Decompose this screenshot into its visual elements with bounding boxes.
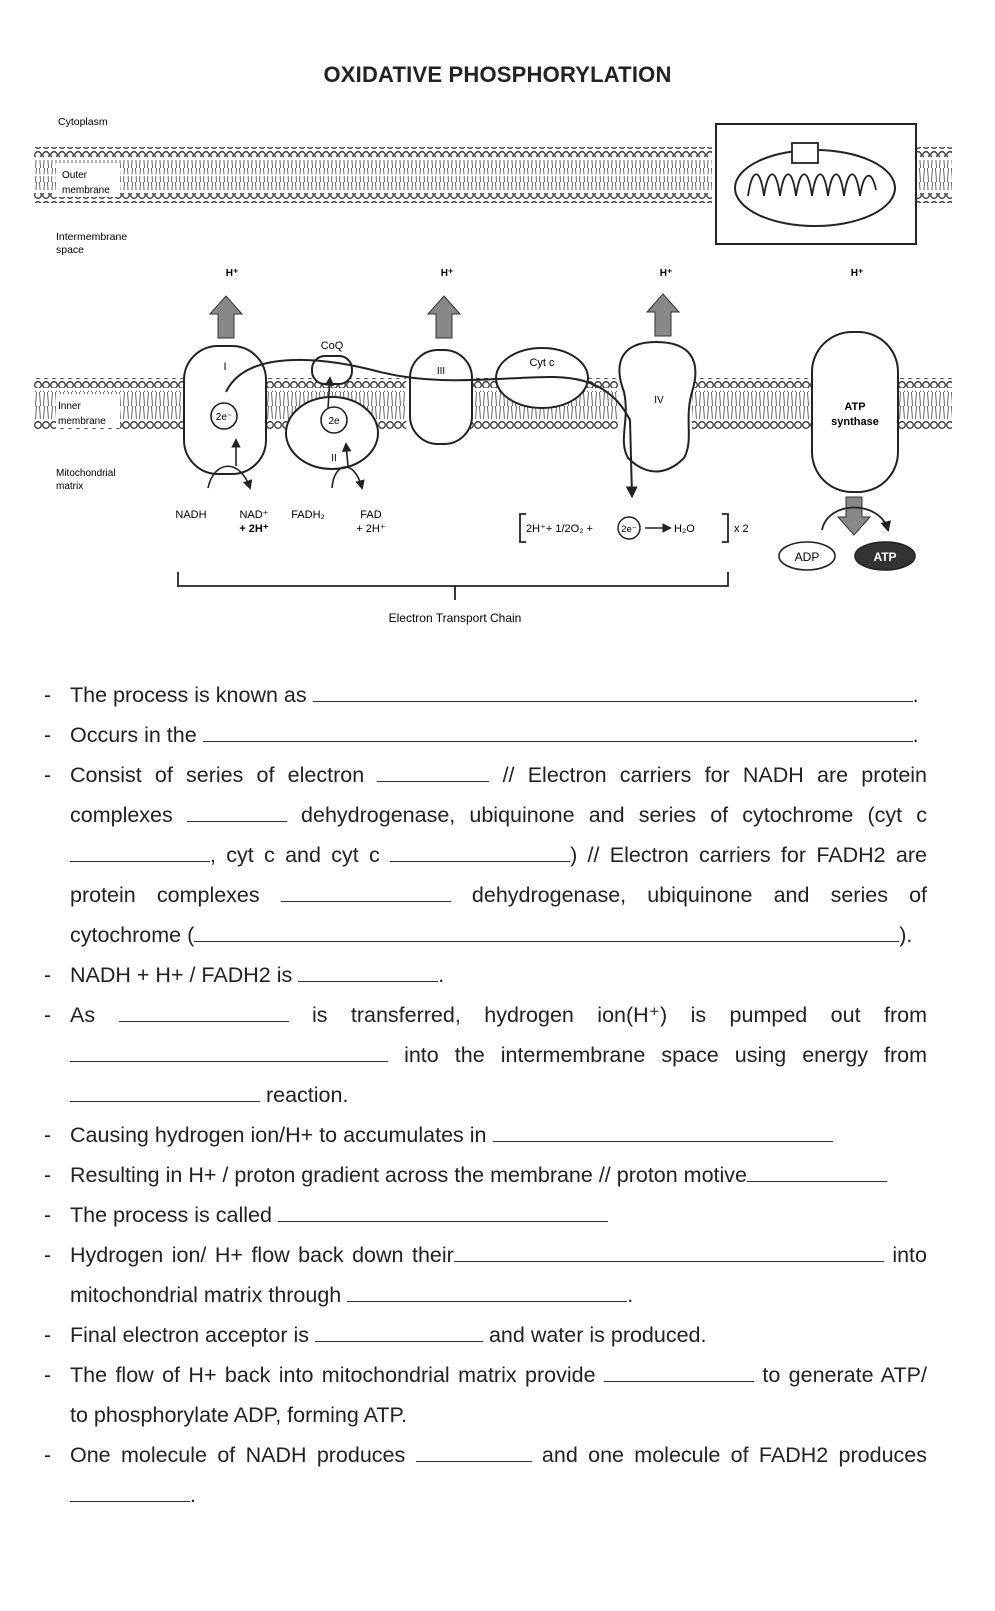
complex-iii-label: III bbox=[436, 366, 446, 377]
water-eq-reactants: 2H⁺+ 1/2O₂ + bbox=[526, 523, 593, 535]
nadh-label: NADH bbox=[175, 509, 207, 521]
answer-blank[interactable] bbox=[347, 1278, 627, 1302]
inner-membrane-label-1: Inner bbox=[58, 401, 81, 412]
intermembrane-label-1: Intermembrane bbox=[56, 231, 128, 243]
complex-ii-label: II bbox=[331, 453, 337, 464]
matrix-label-2: matrix bbox=[56, 481, 84, 492]
outer-membrane-label-2: membrane bbox=[62, 185, 110, 196]
h-plus-label-2: H⁺ bbox=[440, 268, 454, 279]
fadh2-label: FADH₂ bbox=[291, 509, 325, 521]
answer-blank[interactable] bbox=[119, 998, 289, 1022]
mitochondrion-inset bbox=[716, 124, 916, 244]
complex-i bbox=[184, 346, 266, 474]
inner-membrane-label-2: membrane bbox=[58, 416, 106, 427]
answer-blank[interactable] bbox=[194, 918, 899, 942]
answer-blank[interactable] bbox=[493, 1118, 833, 1142]
answer-blank[interactable] bbox=[390, 838, 570, 862]
complex-i-electrons: 2e⁻ bbox=[215, 412, 233, 423]
answer-blank[interactable] bbox=[454, 1238, 884, 1262]
complex-iii bbox=[410, 350, 472, 444]
fad-label-2: + 2H⁺ bbox=[356, 523, 386, 535]
answer-blank[interactable] bbox=[278, 1198, 608, 1222]
water-equation bbox=[520, 514, 749, 542]
atp-synthase-label-1: ATP bbox=[844, 401, 866, 413]
etc-bracket bbox=[178, 572, 728, 586]
fad-label-1: FAD bbox=[360, 509, 382, 521]
water-eq-product: H₂O bbox=[674, 523, 695, 535]
answer-blank[interactable] bbox=[377, 758, 489, 782]
answer-blank[interactable] bbox=[70, 1478, 190, 1502]
answer-blank[interactable] bbox=[70, 1038, 388, 1062]
h-plus-label-4: H⁺ bbox=[850, 268, 864, 279]
etc-label: Electron Transport Chain bbox=[388, 611, 522, 625]
answer-blank[interactable] bbox=[313, 678, 913, 702]
complex-iv-label: IV bbox=[654, 395, 664, 406]
answer-blank[interactable] bbox=[315, 1318, 483, 1342]
intermembrane-label-2: space bbox=[56, 244, 85, 256]
answer-blank[interactable] bbox=[203, 718, 913, 742]
answer-blank[interactable] bbox=[281, 878, 451, 902]
answer-blank[interactable] bbox=[70, 838, 210, 862]
cytoplasm-label: Cytoplasm bbox=[58, 116, 108, 128]
nad-plus-label-2: + 2H⁺ bbox=[239, 523, 269, 535]
answer-blank[interactable] bbox=[416, 1438, 532, 1462]
nad-plus-label-1: NAD⁺ bbox=[239, 509, 269, 521]
answer-blank[interactable] bbox=[747, 1158, 887, 1182]
complex-i-label: I bbox=[223, 361, 227, 373]
coq-label: CoQ bbox=[320, 340, 344, 352]
h-plus-label-3: H⁺ bbox=[659, 268, 673, 279]
complex-ii-electrons: 2e bbox=[328, 416, 340, 427]
cyt-c-label: Cyt c bbox=[529, 357, 555, 369]
oxidative-phosphorylation-diagram bbox=[0, 0, 995, 640]
answer-blank[interactable] bbox=[187, 798, 287, 822]
adp-label: ADP bbox=[794, 550, 820, 564]
page-title: OXIDATIVE PHOSPHORYLATION bbox=[323, 62, 672, 87]
answer-blank[interactable] bbox=[298, 958, 438, 982]
h-plus-label-1: H⁺ bbox=[225, 268, 239, 279]
complex-ii bbox=[286, 397, 378, 469]
answer-blank[interactable] bbox=[604, 1358, 754, 1382]
outer-membrane-label-1: Outer bbox=[62, 170, 88, 181]
water-eq-multiplier: x 2 bbox=[734, 523, 749, 535]
answer-blank[interactable] bbox=[70, 1078, 260, 1102]
atp-synthase-label-2: synthase bbox=[831, 416, 879, 428]
matrix-label-1: Mitochondrial bbox=[56, 468, 116, 479]
fadh2-conversion-arrow bbox=[332, 467, 362, 488]
atp-synthase bbox=[812, 332, 898, 492]
water-eq-electrons: 2e⁻ bbox=[621, 524, 637, 535]
atp-label: ATP bbox=[873, 550, 897, 564]
